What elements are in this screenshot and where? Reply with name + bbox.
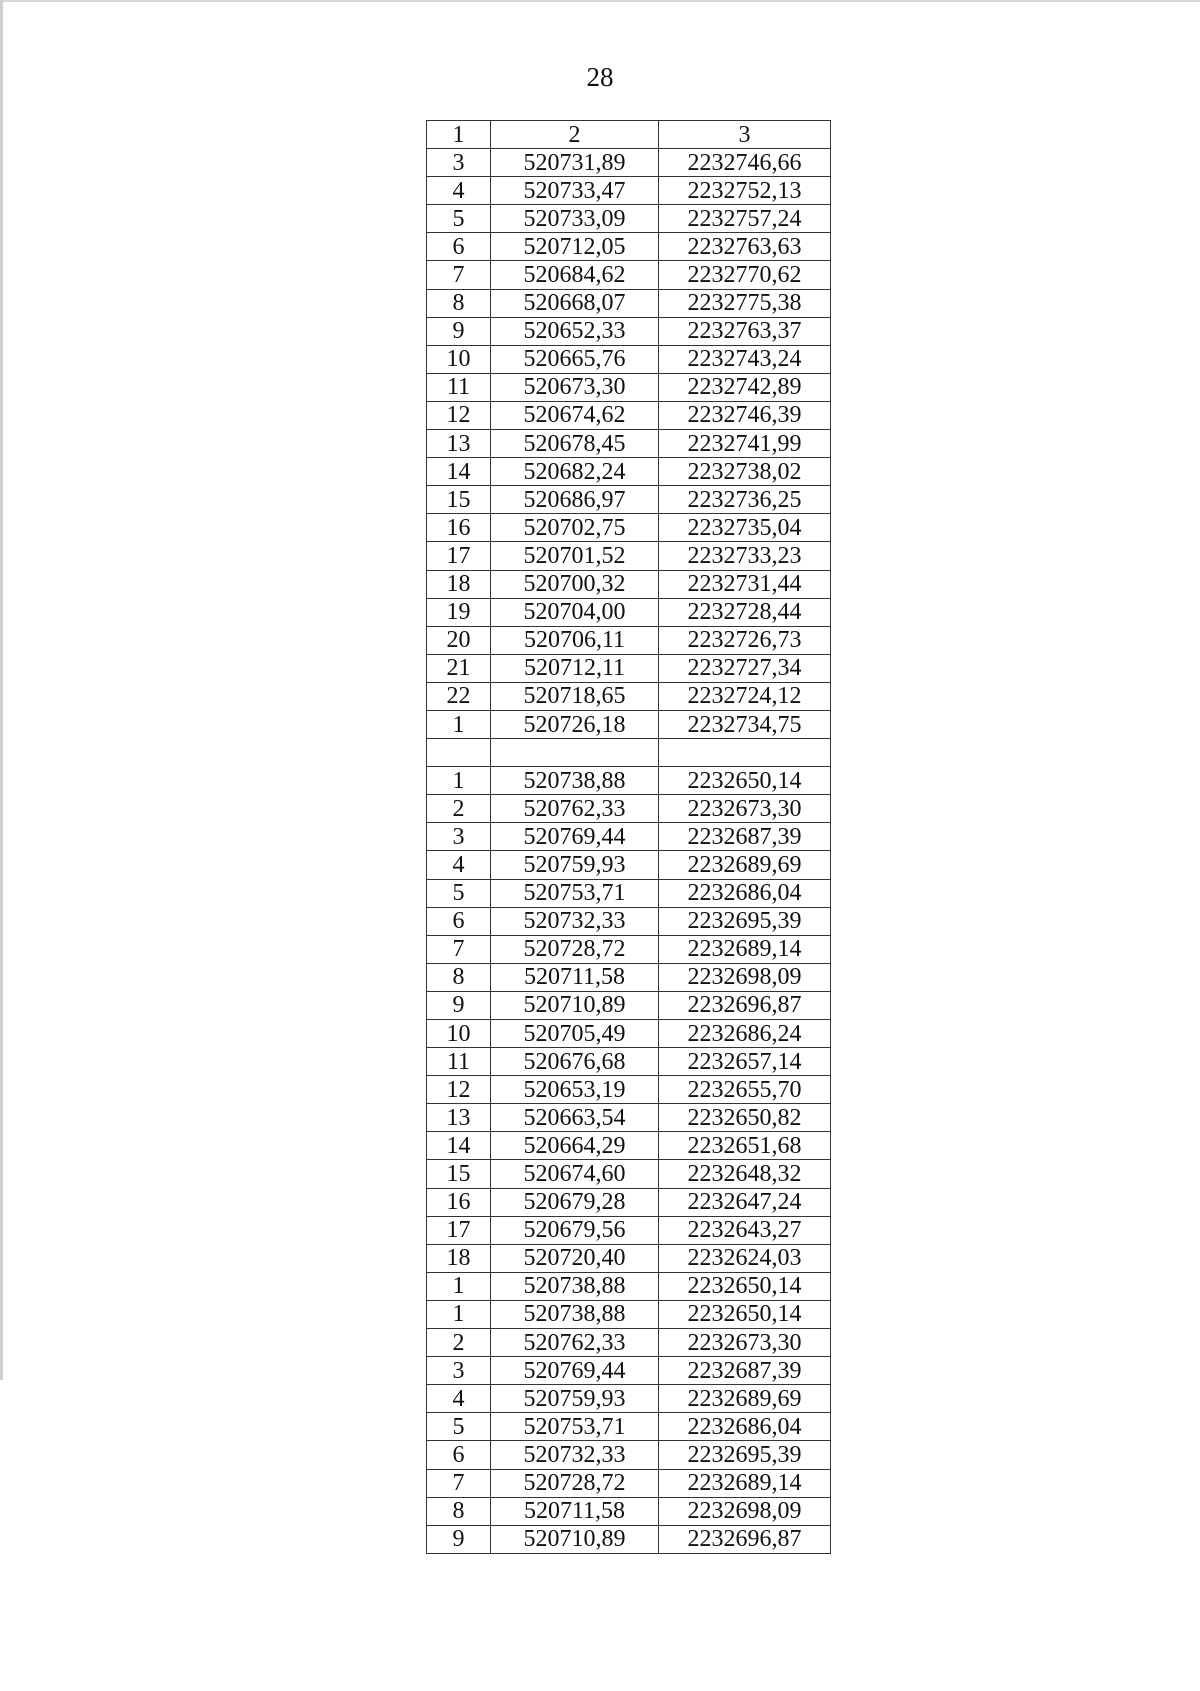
table-row xyxy=(427,682,831,710)
table-row xyxy=(427,1272,831,1300)
table-row xyxy=(427,1497,831,1525)
x-coordinate-cell: 520673,30 xyxy=(491,373,659,401)
x-coordinate-cell: 520759,93 xyxy=(491,1385,659,1413)
table-body xyxy=(427,149,831,1554)
table-row xyxy=(427,823,831,851)
y-coordinate-cell: 2232734,75 xyxy=(659,710,831,738)
point-number-cell: 7 xyxy=(427,261,491,289)
table-row xyxy=(427,345,831,373)
table-row xyxy=(427,1216,831,1244)
y-coordinate-cell: 2232741,99 xyxy=(659,430,831,458)
point-number-cell: 3 xyxy=(427,1357,491,1385)
table-row xyxy=(427,1048,831,1076)
point-number-cell: 5 xyxy=(427,1413,491,1441)
x-coordinate-cell: 520653,19 xyxy=(491,1076,659,1104)
x-coordinate-cell: 520686,97 xyxy=(491,486,659,514)
y-coordinate-cell: 2232726,73 xyxy=(659,626,831,654)
x-coordinate-cell: 520769,44 xyxy=(491,1357,659,1385)
x-coordinate-cell: 520706,11 xyxy=(491,626,659,654)
table-row xyxy=(427,851,831,879)
point-number-cell: 8 xyxy=(427,1497,491,1525)
y-coordinate-cell: 2232733,23 xyxy=(659,542,831,570)
y-coordinate-cell: 2232650,14 xyxy=(659,1300,831,1328)
x-coordinate-cell: 520705,49 xyxy=(491,1020,659,1048)
point-number-cell: 20 xyxy=(427,626,491,654)
point-number-cell: 9 xyxy=(427,1525,491,1553)
y-coordinate-cell: 2232695,39 xyxy=(659,1441,831,1469)
point-number-cell: 11 xyxy=(427,373,491,401)
y-coordinate-cell: 2232624,03 xyxy=(659,1244,831,1272)
y-coordinate-cell: 2232746,39 xyxy=(659,401,831,429)
table-row xyxy=(427,963,831,991)
y-coordinate-cell: 2232689,14 xyxy=(659,1469,831,1497)
x-coordinate-cell: 520679,28 xyxy=(491,1188,659,1216)
table-row xyxy=(427,710,831,738)
point-number-cell: 7 xyxy=(427,1469,491,1497)
table-row xyxy=(427,1160,831,1188)
table-row xyxy=(427,1244,831,1272)
y-coordinate-cell: 2232742,89 xyxy=(659,373,831,401)
y-coordinate-cell: 2232655,70 xyxy=(659,1076,831,1104)
table-row xyxy=(427,1076,831,1104)
y-coordinate-cell: 2232698,09 xyxy=(659,963,831,991)
y-coordinate-cell: 2232686,24 xyxy=(659,1020,831,1048)
x-coordinate-cell: 520726,18 xyxy=(491,710,659,738)
table-row xyxy=(427,1188,831,1216)
page-edge-top xyxy=(0,0,1200,2)
point-number-cell: 12 xyxy=(427,1076,491,1104)
x-coordinate-cell: 520769,44 xyxy=(491,823,659,851)
table-row xyxy=(427,935,831,963)
x-coordinate-cell: 520682,24 xyxy=(491,458,659,486)
table-row xyxy=(427,1132,831,1160)
table-row xyxy=(427,1413,831,1441)
y-coordinate-cell: 2232763,37 xyxy=(659,317,831,345)
point-number-cell: 17 xyxy=(427,1216,491,1244)
y-coordinate-cell: 2232763,63 xyxy=(659,233,831,261)
x-coordinate-cell: 520668,07 xyxy=(491,289,659,317)
y-coordinate-cell: 2232743,24 xyxy=(659,345,831,373)
point-number-cell: 18 xyxy=(427,1244,491,1272)
header-cell: 1 xyxy=(427,121,491,149)
point-number-cell: 10 xyxy=(427,345,491,373)
point-number-cell: 13 xyxy=(427,430,491,458)
x-coordinate-cell: 520732,33 xyxy=(491,907,659,935)
y-coordinate-cell: 2232698,09 xyxy=(659,1497,831,1525)
y-coordinate-cell: 2232731,44 xyxy=(659,570,831,598)
point-number-cell: 1 xyxy=(427,710,491,738)
point-number-cell: 4 xyxy=(427,851,491,879)
x-coordinate-cell: 520732,33 xyxy=(491,1441,659,1469)
table-row xyxy=(427,373,831,401)
point-number-cell: 16 xyxy=(427,1188,491,1216)
point-number-cell: 8 xyxy=(427,289,491,317)
x-coordinate-cell: 520652,33 xyxy=(491,317,659,345)
point-number-cell: 13 xyxy=(427,1104,491,1132)
y-coordinate-cell: 2232727,34 xyxy=(659,654,831,682)
table-header-row xyxy=(427,121,831,149)
point-number-cell: 1 xyxy=(427,1272,491,1300)
table-row xyxy=(427,1357,831,1385)
table-row xyxy=(427,907,831,935)
y-coordinate-cell: 2232738,02 xyxy=(659,458,831,486)
x-coordinate-cell: 520733,09 xyxy=(491,205,659,233)
point-number-cell: 12 xyxy=(427,401,491,429)
point-number-cell: 5 xyxy=(427,879,491,907)
y-coordinate-cell: 2232650,82 xyxy=(659,1104,831,1132)
table-row xyxy=(427,795,831,823)
y-coordinate-cell: 2232752,13 xyxy=(659,177,831,205)
table-row xyxy=(427,514,831,542)
y-coordinate-cell: 2232728,44 xyxy=(659,598,831,626)
point-number-cell: 4 xyxy=(427,1385,491,1413)
x-coordinate-cell: 520762,33 xyxy=(491,795,659,823)
table-row xyxy=(427,598,831,626)
header-cell: 3 xyxy=(659,121,831,149)
table-row xyxy=(427,1020,831,1048)
x-coordinate-cell: 520701,52 xyxy=(491,542,659,570)
x-coordinate-cell: 520718,65 xyxy=(491,682,659,710)
point-number-cell: 16 xyxy=(427,514,491,542)
y-coordinate-cell: 2232735,04 xyxy=(659,514,831,542)
x-coordinate-cell: 520702,75 xyxy=(491,514,659,542)
table-row xyxy=(427,654,831,682)
y-coordinate-cell: 2232643,27 xyxy=(659,1216,831,1244)
x-coordinate-cell: 520700,32 xyxy=(491,570,659,598)
coordinates-table xyxy=(426,120,831,1554)
table-row xyxy=(427,1525,831,1553)
y-coordinate-cell: 2232775,38 xyxy=(659,289,831,317)
table-row xyxy=(427,767,831,795)
x-coordinate-cell: 520759,93 xyxy=(491,851,659,879)
x-coordinate-cell: 520664,29 xyxy=(491,1132,659,1160)
page-number: 28 xyxy=(586,62,614,92)
table-row xyxy=(427,149,831,177)
y-coordinate-cell: 2232650,14 xyxy=(659,1272,831,1300)
x-coordinate-cell: 520674,60 xyxy=(491,1160,659,1188)
x-coordinate-cell: 520663,54 xyxy=(491,1104,659,1132)
x-coordinate-cell: 520674,62 xyxy=(491,401,659,429)
y-coordinate-cell: 2232648,32 xyxy=(659,1160,831,1188)
y-coordinate-cell: 2232757,24 xyxy=(659,205,831,233)
point-number-cell: 4 xyxy=(427,177,491,205)
table-row xyxy=(427,1300,831,1328)
x-coordinate-cell: 520712,05 xyxy=(491,233,659,261)
x-coordinate-cell: 520738,88 xyxy=(491,767,659,795)
point-number-cell: 7 xyxy=(427,935,491,963)
point-number-cell: 3 xyxy=(427,823,491,851)
y-coordinate-cell: 2232687,39 xyxy=(659,1357,831,1385)
table-row xyxy=(427,289,831,317)
x-coordinate-cell: 520738,88 xyxy=(491,1272,659,1300)
table-row xyxy=(427,205,831,233)
x-coordinate-cell xyxy=(491,739,659,767)
y-coordinate-cell: 2232746,66 xyxy=(659,149,831,177)
table-row xyxy=(427,542,831,570)
table-row xyxy=(427,879,831,907)
x-coordinate-cell: 520679,56 xyxy=(491,1216,659,1244)
table-row xyxy=(427,430,831,458)
x-coordinate-cell: 520712,11 xyxy=(491,654,659,682)
table-row xyxy=(427,317,831,345)
y-coordinate-cell: 2232689,69 xyxy=(659,851,831,879)
table-row xyxy=(427,233,831,261)
point-number-cell: 15 xyxy=(427,1160,491,1188)
x-coordinate-cell: 520733,47 xyxy=(491,177,659,205)
table-row xyxy=(427,1385,831,1413)
y-coordinate-cell: 2232651,68 xyxy=(659,1132,831,1160)
y-coordinate-cell: 2232696,87 xyxy=(659,991,831,1019)
y-coordinate-cell: 2232647,24 xyxy=(659,1188,831,1216)
y-coordinate-cell: 2232673,30 xyxy=(659,795,831,823)
x-coordinate-cell: 520728,72 xyxy=(491,1469,659,1497)
table-row xyxy=(427,458,831,486)
x-coordinate-cell: 520720,40 xyxy=(491,1244,659,1272)
point-number-cell: 15 xyxy=(427,486,491,514)
y-coordinate-cell xyxy=(659,739,831,767)
table-row xyxy=(427,570,831,598)
table-row xyxy=(427,739,831,767)
x-coordinate-cell: 520731,89 xyxy=(491,149,659,177)
y-coordinate-cell: 2232689,69 xyxy=(659,1385,831,1413)
point-number-cell: 19 xyxy=(427,598,491,626)
y-coordinate-cell: 2232724,12 xyxy=(659,682,831,710)
point-number-cell xyxy=(427,739,491,767)
table-row xyxy=(427,1104,831,1132)
point-number-cell: 2 xyxy=(427,1329,491,1357)
point-number-cell: 6 xyxy=(427,233,491,261)
x-coordinate-cell: 520711,58 xyxy=(491,1497,659,1525)
y-coordinate-cell: 2232689,14 xyxy=(659,935,831,963)
x-coordinate-cell: 520665,76 xyxy=(491,345,659,373)
point-number-cell: 14 xyxy=(427,1132,491,1160)
x-coordinate-cell: 520704,00 xyxy=(491,598,659,626)
point-number-cell: 17 xyxy=(427,542,491,570)
x-coordinate-cell: 520684,62 xyxy=(491,261,659,289)
table-row xyxy=(427,991,831,1019)
header-cell: 2 xyxy=(491,121,659,149)
point-number-cell: 9 xyxy=(427,317,491,345)
y-coordinate-cell: 2232695,39 xyxy=(659,907,831,935)
y-coordinate-cell: 2232687,39 xyxy=(659,823,831,851)
table-row xyxy=(427,486,831,514)
point-number-cell: 8 xyxy=(427,963,491,991)
point-number-cell: 3 xyxy=(427,149,491,177)
y-coordinate-cell: 2232686,04 xyxy=(659,879,831,907)
point-number-cell: 6 xyxy=(427,1441,491,1469)
point-number-cell: 1 xyxy=(427,767,491,795)
y-coordinate-cell: 2232770,62 xyxy=(659,261,831,289)
y-coordinate-cell: 2232736,25 xyxy=(659,486,831,514)
x-coordinate-cell: 520711,58 xyxy=(491,963,659,991)
x-coordinate-cell: 520678,45 xyxy=(491,430,659,458)
x-coordinate-cell: 520762,33 xyxy=(491,1329,659,1357)
y-coordinate-cell: 2232657,14 xyxy=(659,1048,831,1076)
point-number-cell: 18 xyxy=(427,570,491,598)
page-edge-left xyxy=(0,0,3,1380)
point-number-cell: 10 xyxy=(427,1020,491,1048)
table-row xyxy=(427,401,831,429)
x-coordinate-cell: 520676,68 xyxy=(491,1048,659,1076)
y-coordinate-cell: 2232686,04 xyxy=(659,1413,831,1441)
y-coordinate-cell: 2232650,14 xyxy=(659,767,831,795)
point-number-cell: 6 xyxy=(427,907,491,935)
table-row xyxy=(427,626,831,654)
x-coordinate-cell: 520728,72 xyxy=(491,935,659,963)
point-number-cell: 21 xyxy=(427,654,491,682)
x-coordinate-cell: 520710,89 xyxy=(491,991,659,1019)
table-row xyxy=(427,1469,831,1497)
point-number-cell: 5 xyxy=(427,205,491,233)
x-coordinate-cell: 520738,88 xyxy=(491,1300,659,1328)
point-number-cell: 22 xyxy=(427,682,491,710)
point-number-cell: 1 xyxy=(427,1300,491,1328)
x-coordinate-cell: 520710,89 xyxy=(491,1525,659,1553)
y-coordinate-cell: 2232696,87 xyxy=(659,1525,831,1553)
table-row xyxy=(427,177,831,205)
table-row xyxy=(427,261,831,289)
point-number-cell: 11 xyxy=(427,1048,491,1076)
y-coordinate-cell: 2232673,30 xyxy=(659,1329,831,1357)
table-row xyxy=(427,1441,831,1469)
point-number-cell: 9 xyxy=(427,991,491,1019)
x-coordinate-cell: 520753,71 xyxy=(491,879,659,907)
x-coordinate-cell: 520753,71 xyxy=(491,1413,659,1441)
point-number-cell: 14 xyxy=(427,458,491,486)
table-row xyxy=(427,1329,831,1357)
point-number-cell: 2 xyxy=(427,795,491,823)
